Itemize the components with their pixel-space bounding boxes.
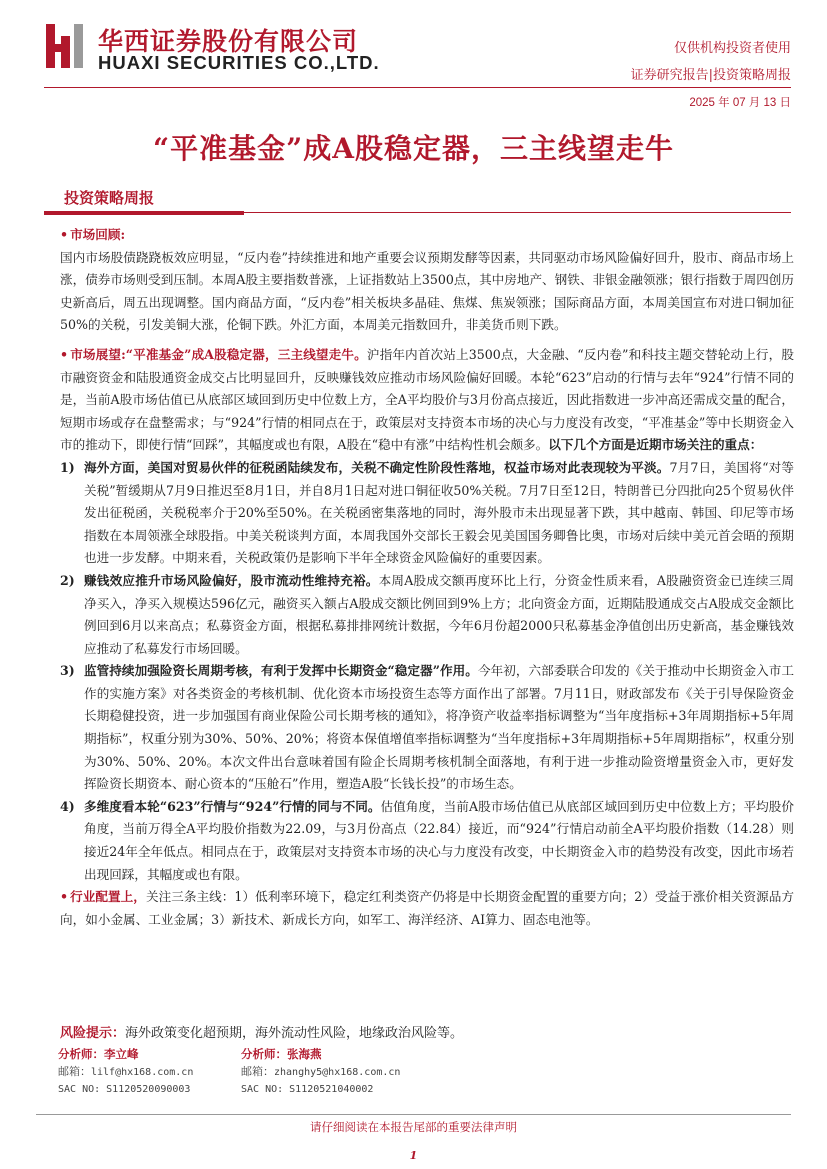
analyst-email[interactable]: zhanghy5@hx168.com.cn — [274, 1067, 401, 1078]
report-title: “平准基金”成A股稳定器，三主线望走牛 — [153, 132, 674, 165]
footer-divider — [36, 1114, 791, 1115]
page-number: 1 — [409, 1149, 418, 1162]
analyst-name: 分析师：张海燕 — [241, 1047, 322, 1061]
point-item: 1) 海外方面，美国对贸易伙伴的征税函陆续发布，关税不确定性阶段性落地，权益市场对此表现较为平淡。7月7日，美国将“对等关税”暂缓期从7月9日推迟至8月1日，并自8月1日起对进口铜征收50%关税。7月7日至12日，特朗普已分四批向25个贸易伙伴发出征税函，关税税率介于20%至50%。在关税函密集落地的同时，海外股市未出现显著下跌，其中越南、韩国、印尼等市场指数在本周领涨全球股指。中美关税谈判方面，本周我国外交部长王毅会见美国国务卿鲁比奥，市场对后续中美元首会晤的预期也进一步发酵。中期来看，关税政策仍是影响下半年全球资金风险偏好的重要因素。 — [60, 459, 795, 566]
point-item: 2) 赚钱效应推升市场风险偏好，股市流动性维持充裕。本周A股成交额再度环比上行，分资金性质来看，A股融资资金已连续三周净买入，净买入规模达596亿元，融资买入额占A股成交额比例回到9%上方；北向资金方面，近期陆股通成交占A股成交金额比例回到6月以来高点；私募资金方面，根据私募排排网统计数据，今年6月份超2000只私募基金净值创出历史新高，基金赚钱效应推动了私募发行市场回暖。 — [60, 572, 795, 656]
point-item: 3) 监管持续加强险资长周期考核，有利于发挥中长期资金“稳定器”作用。今年初，六部委联合印发的《关于推动中长期资金入市工作的实施方案》对各类资金的考核机制、优化资本市场投资生态等方面作出了部署。7月11日，财政部发布《关于引导保险资金长期稳健投资，进一步加强国有商业保险公司长期考核的通知》，将净资产收益率指标调整为“当年度指标+3年周期指标+5年周期指标”，权重分别为30%、50%、20%；将资本保值增值率指标调整为“当年度指标+3年周期指标+5年周期指标”，权重分别为30%、50%、20%。本次文件出台意味着国有险企长周期考核机制全面落地，有利于进一步推动险资增量资金入市，更好发挥险资长期资本、耐心资本的“压舱石”作用，塑造A股“长钱长投”的市场生态。 — [60, 663, 794, 792]
audience-note: 仅供机构投资者使用 — [673, 41, 791, 56]
report-date: 2025 年 07 月 13 日 — [689, 97, 791, 109]
analyst-name: 分析师：李立峰 — [58, 1047, 139, 1061]
market-outlook-paragraph: • 市场展望:“平准基金”成A股稳定器，三主线望走牛。沪指年内首次站上3500点，大金融、“反内卷”和科技主题交替轮动上行，股市融资资金和陆股通资金成交占比明显回升，反映赚钱效应推动市场风险偏好回暖。本轮“623”启动的行情与去年“924”行情不同的是，当前A股市场估值已从底部区域回到历史中位数上方，全A平均股价与3月份高点接近，因此指数进一步冲高还需成交量的配合，短期市场或存在盘整需求；与“924”行情的相同点在于，政策层对支持资本市场的决心与力度没有改变，“平准基金”等中长期资金入市的推动下，即使行情“回踩”，其幅度或也有限，A股在“稳中有涨”中结构性机会颇多。以下几个方面是近期市场关注的重点： — [60, 346, 794, 453]
analyst-email[interactable]: lilf@hx168.com.cn — [91, 1067, 194, 1078]
point-item: 4) 多维度看本轮“623”行情与“924”行情的同与不同。估值角度，当前A股市场估值已从底部区域回到历史中位数上方；平均股价角度，当前万得全A平均股价指数为22.09，与3月份高点（22.84）接近，而“924”行情启动前全A平均股价指数（14.28）则接近24年全年低点。相同点在于，政策层对支持资本市场的决心与力度没有改变，中长期资金入市的趋势没有改变，因此市场若出现回踩，其幅度或也有限。 — [60, 798, 794, 882]
report-body — [60, 224, 794, 931]
industry-allocation-paragraph: • 行业配置上，关注三条主线：1）低利率环境下，稳定红利类资产仍将是中长期资金配置的重要方向；2）受益于涨价相关资源品方向，如小金属、工业金属；3）新技术、新成长方向，如军工、海洋经济、AI算力、固态电池等。 — [60, 889, 794, 927]
analyst-card: 分析师：李立峰 邮箱：lilf@hx168.com.cn SAC NO: S1120520090003 — [58, 1046, 193, 1098]
company-name-cn: 华西证券股份有限公司 — [98, 27, 359, 56]
risk-warning: 风险提示：海外政策变化超预期，海外流动性风险，地缘政治风险等。 — [60, 1026, 464, 1041]
huaxi-logo — [44, 22, 88, 70]
market-review-text: 国内市场股债跷跷板效应明显，“反内卷”持续推进和地产重要会议预期发酵等因素，共同驱动市场风险偏好回升，股市、商品市场上涨，债券市场则受到压制。本周A股主要指数普涨，上证指数站上3500点，其中房地产、钢铁、非银金融领涨；银行指数于周四创历史新高后，周五出现调整。国内商品方面，“反内卷”相关板块多晶硅、焦煤、焦炭领涨；国际商品方面，本周美国宣布对进口铜加征50%的关税，引发美铜大涨，伦铜下跌。外汇方面，本周美元指数回升，非美货币则下跌。 — [60, 249, 794, 333]
company-name-en: HUAXI SECURITIES CO.,LTD. — [98, 52, 380, 73]
report-type: 证券研究报告|投资策略周报 — [630, 68, 791, 83]
header-divider — [44, 87, 791, 88]
legal-notice: 请仔细阅读在本报告尾部的重要法律声明 — [310, 1120, 517, 1134]
section-title: 投资策略周报 — [64, 189, 155, 207]
analyst-sac: SAC NO: S1120521040002 — [241, 1084, 374, 1095]
analyst-card: 分析师：张海燕 邮箱：zhanghy5@hx168.com.cn SAC NO: S1120521040002 — [241, 1046, 400, 1098]
analyst-sac: SAC NO: S1120520090003 — [58, 1084, 191, 1095]
section-accent-bar — [44, 211, 244, 215]
market-review-heading: • 市场回顾: — [60, 227, 126, 242]
